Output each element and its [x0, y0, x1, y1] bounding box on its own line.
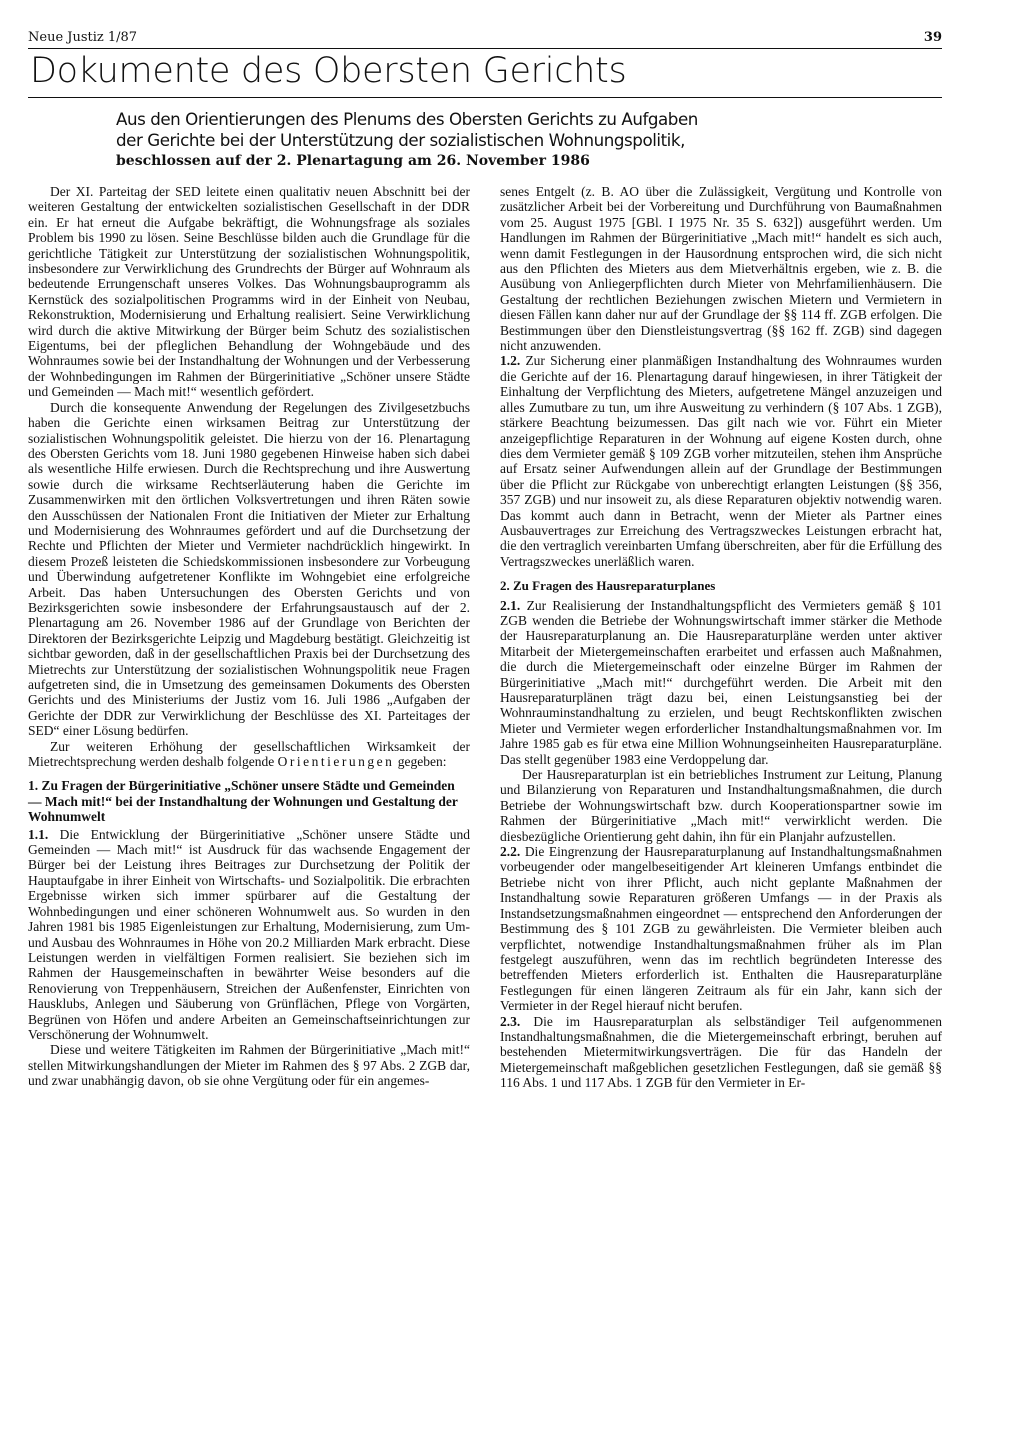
page	[28, 30, 942, 1425]
right-column	[500, 184, 942, 1091]
text-run: Die im Hausreparaturplan als selbständiger Teil aufgenommenen Instandhaltungsmaßnahmen, die die Mietergemeinschaft erbringt, beruhen auf bestehenden Mietermitwirkungsverträgen. Die für das Handeln der Mietergemeinschaft maßgeblichen gesetzlichen Festlegungen, daß sie gemäß §§ 116 Abs. 1 und 117 Abs. 1 ZGB für den Vermieter in Er-	[500, 1013, 942, 1091]
text-run: Die Entwicklung der Bürgerinitiative „Schöner unsere Städte und Gemeinden — Mach mit!“ ist Ausdruck für das wachsende Engagement der Bürger bei der Leistung ihres Beitrages zur Durchsetzung der Politik der Hauptaufgabe in ihrer Einheit von Wirtschafts- und Sozialpolitik. Die erbrachten Ergebnisse wirken sich immer spürbarer auf die Gestaltung der Wohnbedingungen und einer schöneren Wohnumwelt aus. So wurden in den Jahren 1981 bis 1985 Eigenleistungen zur Erhaltung, Modernisierung, zum Um- und Ausbau des Wohnraumes in Höhe von 20.2 Milliarden Mark erbracht. Diese Leistungen werden in vielfältigen Formen realisiert. Sie beziehen sich im Rahmen der Hausgemeinschaften in bewährter Weise besonders auf die Renovierung von Treppenhäusern, Streichen der Außenfenster, Einrichten von Hausklubs, Anlegen und Säuberung von Grünflächen, Pflege von Vorgärten, Begrünen von Höfen und andere Arbeiten an Gemeinschaftseinrichtungen zur Verschönerung der Wohnumwelt.	[28, 826, 470, 1042]
page-number: 39	[923, 30, 942, 45]
paragraph	[500, 353, 942, 569]
text-run: gegeben:	[397, 754, 447, 770]
heading-section-2: 2. Zu Fragen des Hausreparaturplanes	[500, 578, 716, 594]
subtitle-line-3: beschlossen auf der 2. Plenartagung am 26. November 1986	[116, 153, 590, 169]
paragraph: senes Entgelt (z. B. AO über die Zulässigkeit, Vergütung und Kontrolle von zusätzlicher Arbeit bei der Vorbereitung und Durchführung von Baumaßnahmen vom 25. August 1975 [GBl. I 1975 Nr. 35 S. 632]) ausgeführt werden. Um Handlungen im Rahmen der Bürgerinitiative „Mach mit!“ handelt es sich auch, wenn damit Festlegungen in der Hausordnung entsprochen wird, die sich nicht aus den Pflichten des Mieters aus dem Mietverhältnis ergeben, wie z. B. die Ausübung von Anliegerpflichten durch Mieter von Mehrfamilienhäusern. Die Gestaltung der rechtlichen Beziehungen zwischen Mietern und Vermietern in diesen Fällen kann daher nur auf der Grundlage der §§ 114 ff. ZGB erfolgen. Die Bestimmungen über den Dienstleistungsvertrag (§§ 162 ff. ZGB) sind dagegen nicht anzuwenden.	[500, 184, 942, 354]
paragraph: Der XI. Parteitag der SED leitete einen qualitativ neuen Abschnitt bei der weiteren Gestaltung der entwickelten sozialistischen Gesellschaft in der DDR ein. Er hat erneut die Aufgabe bekräftigt, die Wohnungsfrage als soziales Problem bis 1990 zu lösen. Seine Beschlüsse bilden auch die Grundlage für die gerichtliche Tätigkeit zur Unterstützung der sozialistischen Wohnungspolitik, insbesondere zur Verwirklichung des Grundrechts der Bürger auf Wohnraum als bedeutende Errungenschaft unseres Volkes. Das Wohnungsbauprogramm als Kernstück des sozialpolitischen Programms wird in der Einheit von Neubau, Rekonstruktion, Modernisierung und Erhaltung realisiert. Seine Verwirklichung wird durch die aktive Mitwirkung der Bürger beim Schutz des sozialistischen Eigentums, bei der pfleglichen Behandlung der Wohngebäude und des Wohnraumes sowie bei der Instandhaltung der Wohnungen und der Verbesserung der Wohnbedingungen im Rahmen der Bürgerinitiative „Schöner unsere Städte und Gemeinden — Mach mit!“ wesentlich gefördert.	[28, 184, 470, 400]
item-number: 1.1.	[28, 826, 49, 842]
text-run: Zur Realisierung der Instandhaltungspflicht des Vermieters gemäß § 101 ZGB wenden die Betriebe der Wohnungswirtschaft immer stärker die Methode der Hausreparaturplanung an. Die Hausreparaturpläne werden unter aktiver Mitarbeit der Mietergemeinschaften erarbeitet und erfassen auch Maßnahmen, die durch die Mietergemeinschaft oder einzelne Bürger im Rahmen der Bürgerinitiative „Mach mit!“ durchgeführt werden. Die Arbeit mit den Hausreparaturplänen trägt dazu bei, einen Leistungsanstieg bei der Wohnrauminstandhaltung zu erzielen, und beugt Rechtskonflikten zwischen Mieter und Vermieter wegen erforderlicher Instandhaltungsmaßnahmen vor. Im Jahre 1985 gab es für etwa eine Million Wohnungseinheiten Hausreparaturpläne. Das stellt gegenüber 1983 eine Verdoppelung dar.	[500, 597, 943, 767]
spaced-word: Orientierungen	[277, 754, 395, 770]
paragraph: Durch die konsequente Anwendung der Regelungen des Zivilgesetzbuchs haben die Gerichte einen wirksamen Beitrag zur Unterstützung der sozialistischen Wohnungspolitik geleistet. Die hierzu von der 16. Plenartagung des Obersten Gerichts vom 18. Juni 1980 gegebenen Hinweise haben sich dabei als wesentliche Hilfe erwiesen. Durch die Rechtsprechung und ihre Auswertung sowie durch die wirksame Rechtserläuterung haben die Gerichte im Zusammenwirken mit den örtlichen Volksvertretungen und ihren Räten sowie den Ausschüssen der Nationalen Front die Initiativen der Mieter zur Erhaltung und Modernisierung des Wohnraumes gefördert und auf die Durchsetzung der Rechte und Pflichten der Mieter und Vermieter nachdrücklich hingewirkt. In diesem Prozeß leisteten die Schiedskommissionen insbesondere zur Vorbeugung und Überwindung aufgetretener Konflikte im Wohngebiet eine erfolgreiche Arbeit. Das haben Untersuchungen des Obersten Gerichts und von Bezirksgerichten sowie insbesondere der Erfahrungsaustausch auf der 2. Plenartagung am 26. November 1986 auf der Grundlage von Berichten der Direktoren der Bezirksgerichte Leipzig und Magdeburg bestätigt. Gleichzeitig ist sichtbar geworden, daß in der gesellschaftlichen Praxis bei der Durchsetzung des Mietrechts zur Unterstützung der sozialistischen Wohnungspolitik neue Fragen aufgetreten sind, die in Umsetzung des gemeinsamen Dokuments des Obersten Gerichts und des Ministeriums der Justiz vom 16. Juli 1986 „Aufgaben der Gerichte der DDR zur Verwirklichung der Beschlüsse des XI. Parteitages der SED“ einer Lösung bedürfen.	[28, 399, 470, 739]
title-rule	[28, 97, 942, 98]
paragraph: Diese und weitere Tätigkeiten im Rahmen der Bürgerinitiative „Mach mit!“ stellen Mitwirkungshandlungen der Mieter im Rahmen des § 97 Abs. 2 ZGB dar, und zwar unabhängig davon, ob sie ohne Vergütung oder für ein angemes-	[28, 1042, 470, 1089]
item-number: 1.2.	[500, 353, 521, 369]
paragraph	[500, 844, 942, 1013]
subtitle-line-2: der Gerichte bei der Unterstützung der sozialistischen Wohnungspolitik,	[116, 130, 685, 150]
item-number: 2.3.	[500, 1013, 521, 1029]
article-body	[28, 184, 942, 1091]
section-title: Dokumente des Obersten Gerichts	[30, 51, 627, 91]
text-run: Zur Sicherung einer planmäßigen Instandhaltung des Wohnraumes wurden die Gerichte auf der 16. Plenartagung darauf hingewiesen, in ihrer Tätigkeit der Einhaltung der Verpflichtung des Mieters, aufgetretene Mängel anzuzeigen und alles Zumutbare zu tun, um ihre Ausweitung zu verhindern (§ 107 Abs. 1 ZGB), stärkere Beachtung beizumessen. Das gilt nach wie vor. Führt ein Mieter anzeigepflichtige Reparaturen in der Wohnung auf eigene Kosten durch, ohne dies dem Vermieter gemäß § 109 ZGB vorher mitzuteilen, stehen ihm Ansprüche auf Ersatz seiner Aufwendungen allein auf der Grundlage der Bestimmungen über die Pflicht zur Rückgabe von unberechtigt erlangten Leistungen (§§ 356, 357 ZGB) und nur insoweit zu, als diese Reparaturen objektiv notwendig waren. Das kommt auch dann in Betracht, wenn der Mieter als Partner eines Ausbauvertrages zur Erreichung des Vertragszweckes Leistungen erbracht hat, die den vertraglich vereinbarten Umfang überschreiten, aber für die Erfüllung des Vertragszweckes unerläßlich waren.	[500, 353, 943, 569]
left-column	[28, 184, 470, 1091]
paragraph: Der Hausreparaturplan ist ein betriebliches Instrument zur Leitung, Planung und Bilanzierung von Reparaturen und Instandhaltungsmaßnahmen, die durch Betriebe der Wohnungswirtschaft bzw. durch Kooperationspartner sowie im Rahmen der Bürgerinitiative „Mach mit!“ verwirklicht werden. Die diesbezügliche Orientierung geht dahin, ihn für ein Planjahr aufzustellen.	[500, 767, 942, 844]
running-head	[28, 30, 942, 48]
subtitle	[116, 109, 942, 171]
paragraph	[500, 1014, 942, 1091]
item-number: 2.2.	[500, 844, 521, 860]
heading-section-1: 1. Zu Fragen der Bürgerinitiative „Schöner unsere Städte und Gemeinden — Mach mit!“ bei der Instandhaltung der Wohnungen und Gestaltung der Wohnumwelt	[28, 778, 458, 825]
paragraph	[500, 598, 942, 767]
paragraph	[28, 827, 470, 1043]
journal-issue: Neue Justiz 1/87	[28, 30, 138, 45]
text-run: Die Eingrenzung der Hausreparaturplanung auf Instandhaltungsmaßnahmen vorbeugender oder mangelbeseitigender Art kleineren Umfangs entbindet die Betriebe nicht von ihrer Pflicht, auch nicht geplante Maßnahmen der Instandhaltung sowie Reparaturen größeren Umfangs — in der Praxis als Instandsetzungsmaßnahmen eingeordnet — entsprechend den Anforderungen der Bestimmung des § 101 ZGB zu gewährleisten. Die Vermieter bleiben auch verpflichtet, notwendige Instandhaltungsmaßnahmen früher als im Plan festgelegt auszuführen, wenn das im rechtlich begründeten Interesse des betreffenden Mieters erforderlich ist. Enthalten die Hausreparaturpläne Festlegungen für einen längeren Zeitraum als für ein Jahr, kann sich der Vermieter in der Regel hierauf nicht berufen.	[500, 844, 942, 1014]
paragraph	[28, 739, 470, 770]
text-run: Zur weiteren Erhöhung der gesellschaftlichen Wirksamkeit der Mietrechtsprechung werden deshalb folgende	[28, 738, 470, 770]
item-number: 2.1.	[500, 597, 521, 613]
subtitle-line-1: Aus den Orientierungen des Plenums des Obersten Gerichts zu Aufgaben	[116, 109, 698, 129]
